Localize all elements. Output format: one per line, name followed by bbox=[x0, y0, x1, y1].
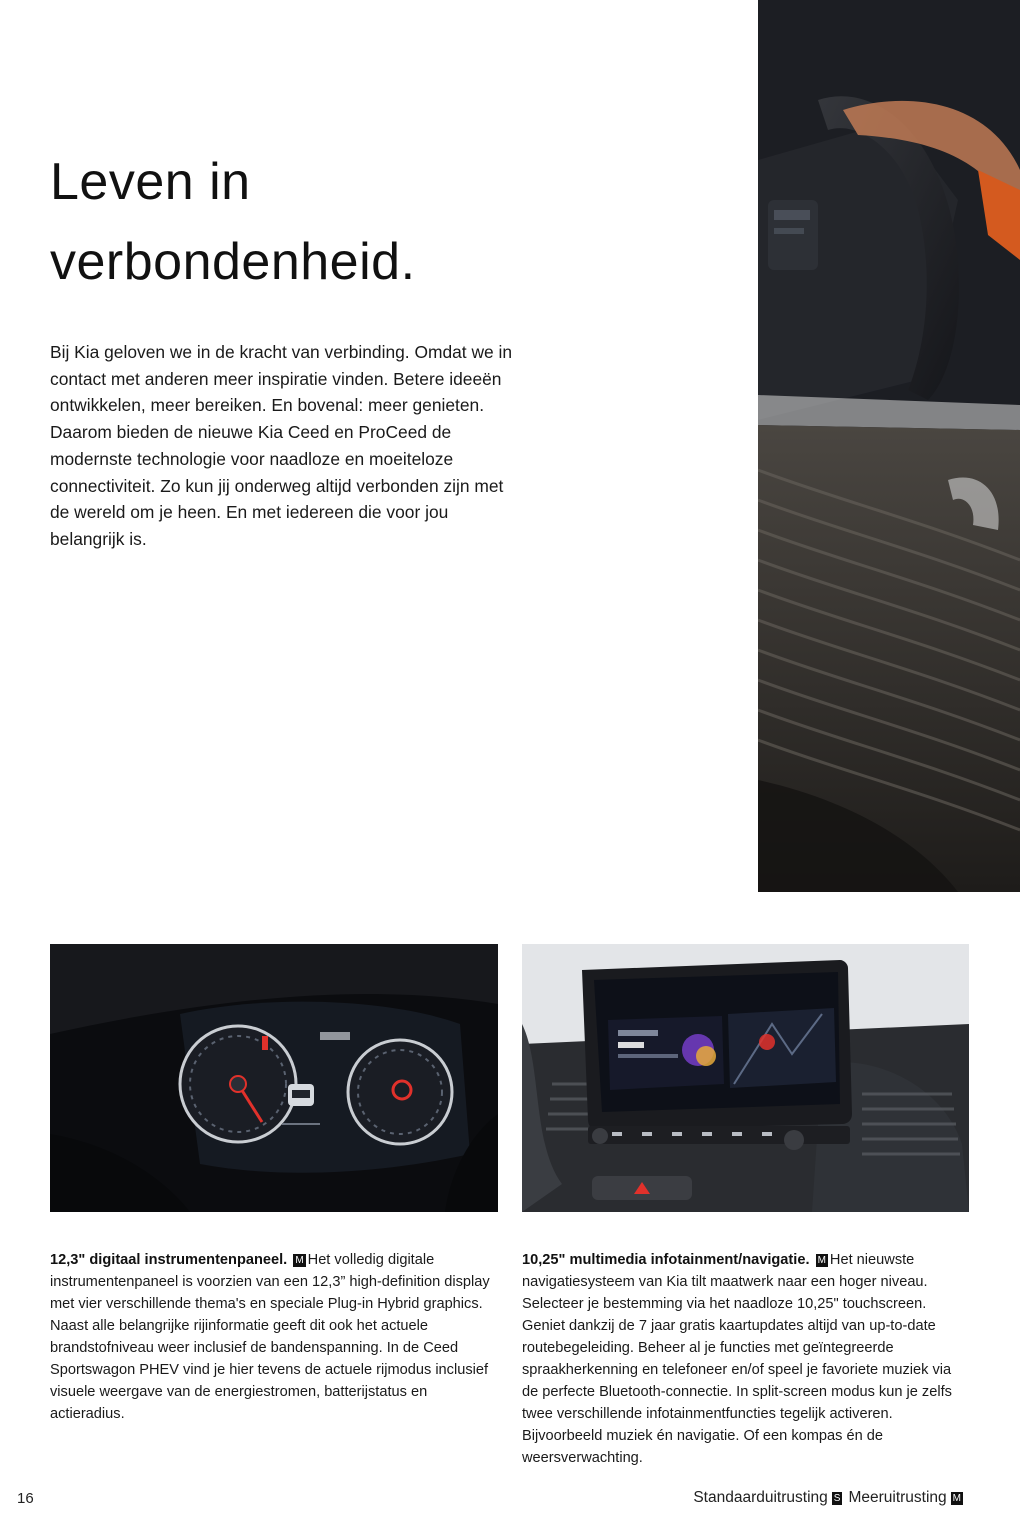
feature-text: Het nieuwste navigatiesysteem van Kia tilt maatwerk naar een hoger niveau. Selecteer je bestemming via het naadloze 10,25" touchscreen. Geniet dankzij de 7 jaar gratis kaartupdates altijd van up-to-date routebegeleiding. Beheer al je functies met geïntegreerde spraakherkenning en telefoneer en/of speel je favoriete muziek via de perfecte Bluetooth-connectie. In split-screen modus kun je zelfs twee verschillende infotainmentfuncties tegelijk activeren. Bijvoorbeeld muziek én navigatie. Of een kompas én de weersverwachting. bbox=[522, 1252, 952, 1466]
steering-wheel-photo bbox=[758, 0, 1020, 892]
feature-text: Het volledig digitale instrumentenpaneel is voorzien van een 12,3” high-definition display met vier verschillende thema's en speciale Plug-in Hybrid graphics. Naast alle belangrijke rijinformatie geeft dit ook het actuele brandstofniveau weer inclusief de bandenspanning. In de Ceed Sportswagon PHEV vind je hier tevens de actuele rijmodus inclusief visuele weergave van de energiestromen, batterijstatus en actieradius. bbox=[50, 1252, 490, 1422]
standard-badge: S bbox=[833, 1493, 841, 1504]
infotainment-screen-photo bbox=[522, 944, 969, 1212]
feature-heading: 12,3" digitaal instrumentenpaneel. bbox=[50, 1252, 288, 1268]
title-line-1: Leven in bbox=[50, 153, 251, 211]
equipment-legend bbox=[693, 1489, 969, 1507]
title-line-2: verbondenheid. bbox=[50, 233, 416, 291]
optional-badge: M bbox=[295, 1255, 304, 1266]
optional-label: Meeruitrusting bbox=[848, 1489, 947, 1506]
optional-legend-badge: M bbox=[952, 1493, 961, 1504]
feature-instrument-panel bbox=[50, 1249, 490, 1425]
optional-badge: M bbox=[817, 1255, 826, 1266]
page-number: 16 bbox=[17, 1490, 34, 1507]
page-title bbox=[50, 142, 650, 302]
intro-paragraph: Bij Kia geloven we in de kracht van verbinding. Omdat we in contact met anderen meer inspiratie vinden. Betere ideeën ontwikkelen, meer bereiken. En bovenal: meer genieten. Daarom bieden de nieuwe Kia Ceed en ProCeed de modernste technologie voor naadloze en moeiteloze connectiviteit. Zo kun jij onderweg altijd verbonden zijn met de wereld om je heen. En met iedereen die voor jou belangrijk is. bbox=[50, 342, 513, 549]
feature-infotainment bbox=[522, 1249, 970, 1469]
feature-heading: 10,25" multimedia infotainment/navigatie. bbox=[522, 1252, 810, 1268]
standard-label: Standaarduitrusting bbox=[693, 1489, 828, 1506]
instrument-panel-photo bbox=[50, 944, 498, 1212]
